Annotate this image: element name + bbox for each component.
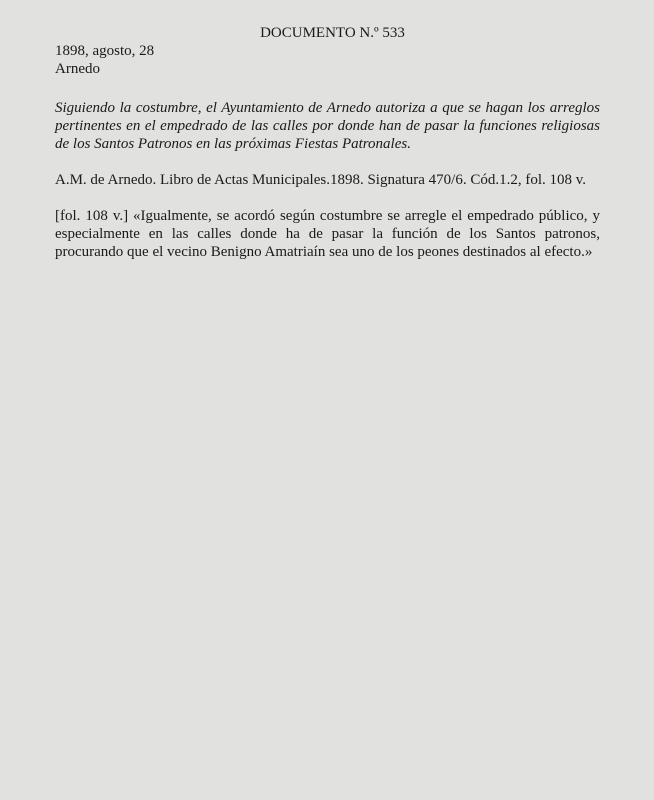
document-title: DOCUMENTO N.º 533 [260, 25, 405, 41]
document-body: [fol. 108 v.] «Igualmente, se acordó según costumbre se arregle el empedrado público, y especialmente en las calles donde ha de pasar la función de los Santos patronos, procurando que el vecino Benigno Amatriaín sea uno de los peones destinados al efecto.» [55, 208, 600, 260]
document-place: Arnedo [55, 61, 100, 77]
document-date: 1898, agosto, 28 [55, 43, 155, 59]
document-summary: Siguiendo la costumbre, el Ayuntamiento de Arnedo autoriza a que se hagan los arreglos pertinentes en el empedrado de las calles por donde han de pasar la funciones religiosas de los Santos Patronos en las próximas Fiestas Patronales. [55, 100, 600, 152]
document-source: A.M. de Arnedo. Libro de Actas Municipales.1898. Signatura 470/6. Cód.1.2, fol. 108 v. [55, 172, 587, 188]
